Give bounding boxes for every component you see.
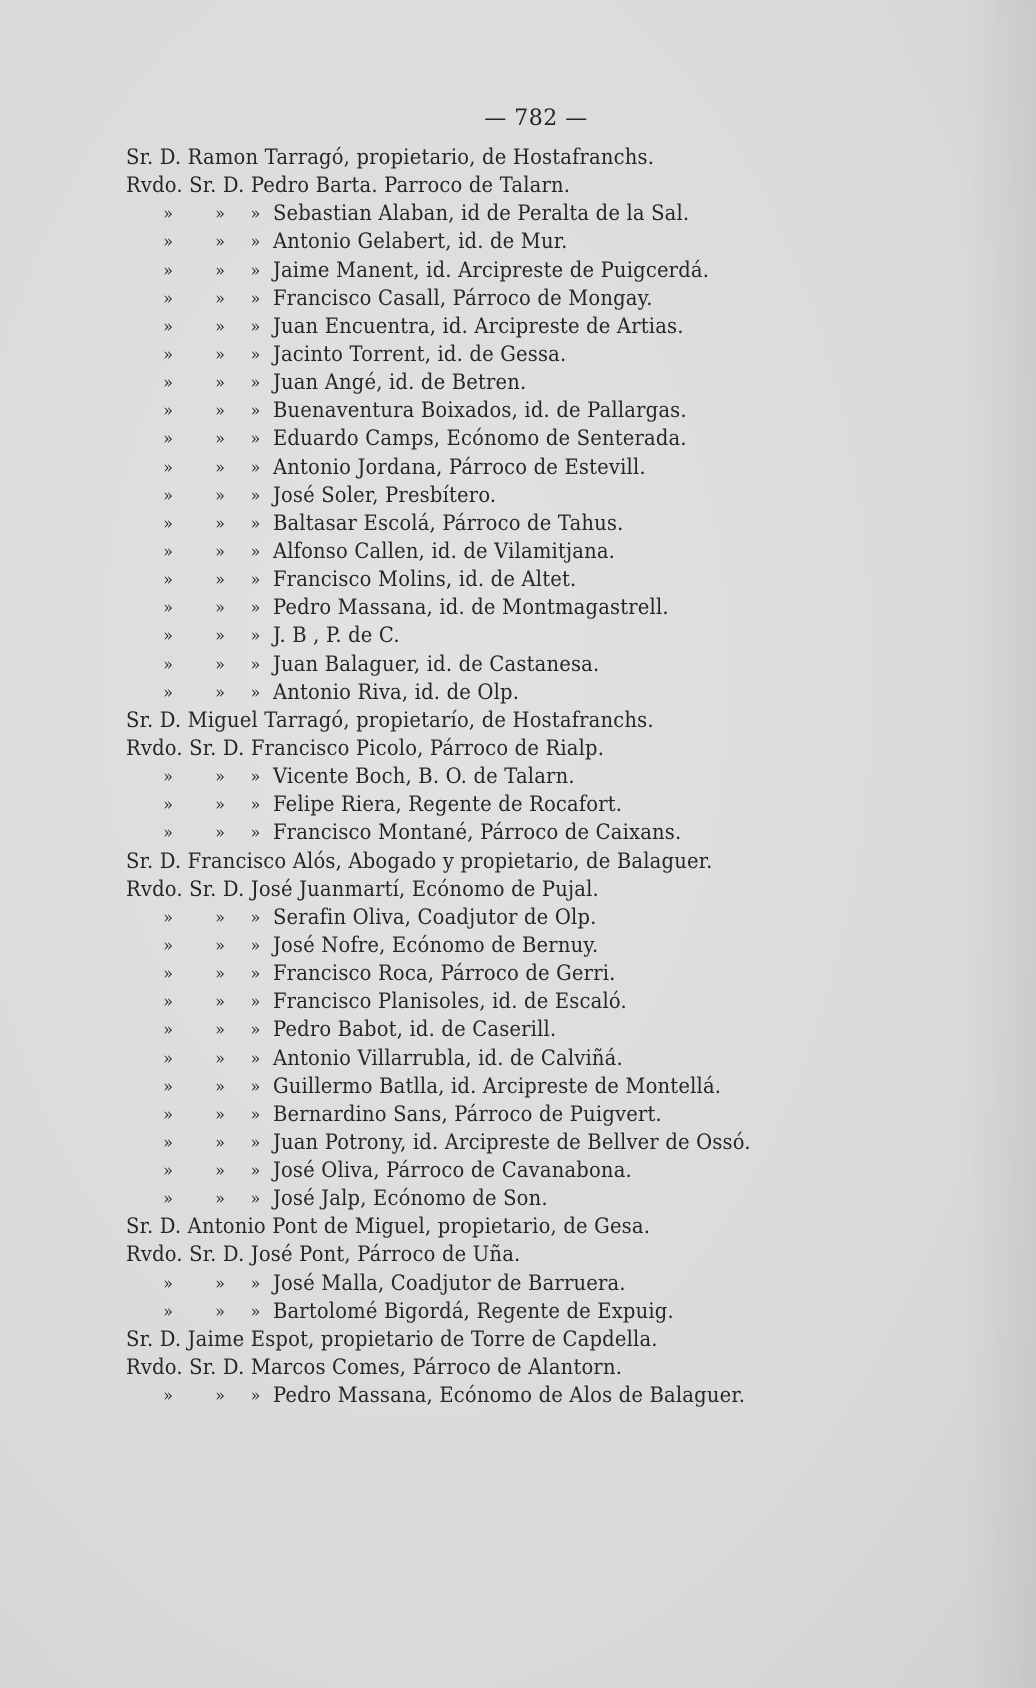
entry-text: Bartolomé Bigordá, Regente de Expuig. — [272, 1298, 674, 1323]
ditto-mark: » — [163, 316, 174, 337]
ditto-mark: » — [215, 1020, 226, 1041]
list-item-ditto — [126, 340, 889, 368]
list-item-ditto — [126, 256, 889, 284]
ditto-mark: » — [163, 288, 174, 309]
page-number: — 782 — — [484, 106, 588, 131]
list-item-ditto — [126, 1156, 889, 1184]
entry-text: Bernardino Sans, Párroco de Puigvert. — [272, 1101, 662, 1126]
ditto-mark: » — [215, 316, 226, 337]
ditto-mark: » — [215, 204, 226, 225]
entry-text: Antonio Riva, id. de Olp. — [272, 679, 520, 704]
entry-text: Sr. D. Miguel Tarragó, propietarío, de Hostafranchs. — [126, 707, 654, 732]
entry-text: Pedro Babot, id. de Caserill. — [272, 1017, 557, 1042]
list-item-ditto — [126, 284, 889, 312]
ditto-mark: » — [250, 1132, 261, 1153]
ditto-mark: » — [250, 1273, 261, 1294]
list-item-ditto — [126, 593, 889, 621]
list-item-ditto — [126, 1381, 889, 1409]
ditto-mark: » — [163, 260, 174, 281]
ditto-mark: » — [163, 598, 174, 619]
ditto-mark: » — [163, 232, 174, 253]
entry-text: Juan Balaguer, id. de Castanesa. — [272, 651, 600, 676]
ditto-mark: » — [215, 1048, 226, 1069]
ditto-mark: » — [250, 823, 261, 844]
entry-text: José Jalp, Ecónomo de Son. — [272, 1186, 548, 1211]
ditto-mark: » — [215, 232, 226, 253]
entry-text: Juan Angé, id. de Betren. — [272, 370, 527, 395]
list-item-ditto — [126, 1015, 889, 1043]
ditto-mark: » — [163, 1189, 174, 1210]
ditto-mark: » — [215, 626, 226, 647]
ditto-mark: » — [250, 1020, 261, 1041]
ditto-mark: » — [163, 485, 174, 506]
ditto-mark: » — [250, 344, 261, 365]
ditto-mark: » — [163, 1273, 174, 1294]
ditto-mark: » — [163, 823, 174, 844]
ditto-mark: » — [215, 823, 226, 844]
ditto-mark: » — [163, 935, 174, 956]
ditto-mark: » — [163, 513, 174, 534]
entry-text: Rvdo. Sr. D. Francisco Picolo, Párroco de Rialp. — [126, 735, 605, 760]
ditto-mark: » — [163, 1386, 174, 1407]
ditto-mark: » — [250, 485, 261, 506]
ditto-mark: » — [215, 992, 226, 1013]
list-item-ditto — [126, 1269, 889, 1297]
entry-text: Sr. D. Francisco Alós, Abogado y propietario, de Balaguer. — [126, 848, 713, 873]
list-item-heading — [126, 734, 889, 762]
ditto-mark: » — [250, 541, 261, 562]
entry-text: Jaime Manent, id. Arcipreste de Puigcerdá. — [272, 257, 710, 282]
ditto-mark: » — [215, 260, 226, 281]
list-item-ditto — [126, 1044, 889, 1072]
ditto-mark: » — [215, 513, 226, 534]
list-item-heading — [126, 875, 889, 903]
ditto-mark: » — [215, 767, 226, 788]
entry-text: Jacinto Torrent, id. de Gessa. — [272, 341, 567, 366]
ditto-mark: » — [250, 570, 261, 591]
entry-text: Sebastian Alaban, id de Peralta de la Sal. — [272, 201, 690, 226]
list-item-ditto — [126, 481, 889, 509]
ditto-mark: » — [163, 964, 174, 985]
entry-text: Baltasar Escolá, Párroco de Tahus. — [272, 510, 624, 535]
ditto-mark: » — [215, 344, 226, 365]
ditto-mark: » — [163, 373, 174, 394]
ditto-mark: » — [163, 1020, 174, 1041]
entry-text: Francisco Molins, id. de Altet. — [272, 567, 577, 592]
list-item-ditto — [126, 678, 889, 706]
ditto-mark: » — [215, 541, 226, 562]
list-item-ditto — [126, 790, 889, 818]
ditto-mark: » — [250, 935, 261, 956]
ditto-mark: » — [163, 654, 174, 675]
entry-text: Francisco Montané, Párroco de Caixans. — [272, 820, 682, 845]
ditto-mark: » — [215, 964, 226, 985]
ditto-mark: » — [215, 570, 226, 591]
ditto-mark: » — [163, 1076, 174, 1097]
list-item-ditto — [126, 931, 889, 959]
list-item-ditto — [126, 368, 889, 396]
entry-text: Rvdo. Sr. D. José Pont, Párroco de Uña. — [126, 1242, 521, 1267]
ditto-mark: » — [250, 429, 261, 450]
ditto-mark: » — [250, 907, 261, 928]
entry-text: José Oliva, Párroco de Cavanabona. — [272, 1158, 632, 1183]
entry-text: Juan Potrony, id. Arcipreste de Bellver de Ossó. — [272, 1129, 751, 1154]
ditto-mark: » — [215, 682, 226, 703]
ditto-mark: » — [215, 935, 226, 956]
ditto-mark: » — [250, 1386, 261, 1407]
entry-text: José Nofre, Ecónomo de Bernuy. — [272, 932, 599, 957]
ditto-mark: » — [163, 401, 174, 422]
list-item-heading — [126, 1353, 889, 1381]
ditto-mark: » — [163, 204, 174, 225]
ditto-mark: » — [163, 344, 174, 365]
ditto-mark: » — [250, 288, 261, 309]
ditto-mark: » — [250, 232, 261, 253]
entry-text: J. B , P. de C. — [272, 623, 400, 648]
entry-text: Antonio Jordana, Párroco de Estevill. — [272, 454, 646, 479]
entry-text: Sr. D. Antonio Pont de Miguel, propietario, de Gesa. — [126, 1214, 651, 1239]
ditto-mark: » — [215, 598, 226, 619]
entry-text: Francisco Casall, Párroco de Mongay. — [272, 285, 653, 310]
ditto-mark: » — [250, 373, 261, 394]
list-item-ditto — [126, 903, 889, 931]
list-item-ditto — [126, 565, 889, 593]
ditto-mark: » — [250, 767, 261, 788]
ditto-mark: » — [163, 541, 174, 562]
entry-text: Francisco Roca, Párroco de Gerri. — [272, 961, 616, 986]
list-item-ditto — [126, 227, 889, 255]
list-item-ditto — [126, 537, 889, 565]
ditto-mark: » — [250, 1161, 261, 1182]
entry-text: Antonio Gelabert, id. de Mur. — [272, 229, 568, 254]
ditto-mark: » — [250, 204, 261, 225]
entry-text: Buenaventura Boixados, id. de Pallargas. — [272, 398, 687, 423]
list-item-ditto — [126, 1297, 889, 1325]
list-item-ditto — [126, 453, 889, 481]
list-item-ditto — [126, 424, 889, 452]
ditto-mark: » — [250, 1048, 261, 1069]
entry-text: Felipe Riera, Regente de Rocafort. — [272, 792, 623, 817]
list-item-ditto — [126, 762, 889, 790]
list-item-heading — [126, 171, 889, 199]
ditto-mark: » — [163, 626, 174, 647]
ditto-mark: » — [215, 1132, 226, 1153]
list-item-ditto — [126, 312, 889, 340]
list-item-heading — [126, 1240, 889, 1268]
list-item-ditto — [126, 396, 889, 424]
entry-text: Guillermo Batlla, id. Arcipreste de Montellá. — [272, 1073, 722, 1098]
ditto-mark: » — [163, 767, 174, 788]
list-item-ditto — [126, 509, 889, 537]
ditto-mark: » — [163, 1161, 174, 1182]
list-item-ditto — [126, 199, 889, 227]
ditto-mark: » — [250, 1189, 261, 1210]
list-item-ditto — [126, 818, 889, 846]
ditto-mark: » — [163, 1048, 174, 1069]
ditto-mark: » — [215, 1104, 226, 1125]
ditto-mark: » — [250, 1104, 261, 1125]
entry-text: Rvdo. Sr. D. Marcos Comes, Párroco de Alantorn. — [126, 1355, 623, 1380]
ditto-mark: » — [250, 260, 261, 281]
ditto-mark: » — [215, 1076, 226, 1097]
ditto-mark: » — [215, 288, 226, 309]
ditto-mark: » — [215, 1273, 226, 1294]
ditto-mark: » — [250, 598, 261, 619]
list-item-ditto — [126, 1128, 889, 1156]
ditto-mark: » — [163, 1301, 174, 1322]
entry-text: Rvdo. Sr. D. Pedro Barta. Parroco de Talarn. — [126, 173, 571, 198]
entry-text: Pedro Massana, id. de Montmagastrell. — [272, 595, 669, 620]
entry-text: Serafin Oliva, Coadjutor de Olp. — [272, 904, 597, 929]
ditto-mark: » — [250, 1301, 261, 1322]
ditto-mark: » — [163, 1132, 174, 1153]
entry-text: Sr. D. Ramon Tarragó, propietario, de Hostafranchs. — [126, 145, 655, 169]
entry-text: Juan Encuentra, id. Arcipreste de Artias. — [272, 313, 684, 338]
ditto-mark: » — [250, 316, 261, 337]
list-item-ditto — [126, 1184, 889, 1212]
ditto-mark: » — [250, 654, 261, 675]
subscriber-list — [126, 143, 946, 1409]
list-item-ditto — [126, 621, 889, 649]
ditto-mark: » — [250, 457, 261, 478]
ditto-mark: » — [250, 513, 261, 534]
list-item-ditto — [126, 959, 889, 987]
list-item-heading — [126, 143, 889, 171]
ditto-mark: » — [163, 992, 174, 1013]
list-item-heading — [126, 1325, 889, 1353]
ditto-mark: » — [250, 964, 261, 985]
entry-text: Pedro Massana, Ecónomo de Alos de Balaguer. — [272, 1383, 746, 1408]
ditto-mark: » — [250, 795, 261, 816]
entry-text: José Malla, Coadjutor de Barruera. — [272, 1270, 626, 1295]
ditto-mark: » — [163, 795, 174, 816]
ditto-mark: » — [215, 1161, 226, 1182]
ditto-mark: » — [215, 485, 226, 506]
ditto-mark: » — [250, 682, 261, 703]
entry-text: Vicente Boch, B. O. de Talarn. — [272, 764, 575, 789]
list-item-ditto — [126, 650, 889, 678]
ditto-mark: » — [215, 795, 226, 816]
ditto-mark: » — [215, 1301, 226, 1322]
ditto-mark: » — [215, 907, 226, 928]
ditto-mark: » — [215, 401, 226, 422]
list-item-heading — [126, 706, 889, 734]
list-item-ditto — [126, 987, 889, 1015]
ditto-mark: » — [215, 654, 226, 675]
ditto-mark: » — [163, 682, 174, 703]
ditto-mark: » — [215, 373, 226, 394]
ditto-mark: » — [250, 992, 261, 1013]
ditto-mark: » — [215, 429, 226, 450]
ditto-mark: » — [163, 457, 174, 478]
ditto-mark: » — [163, 1104, 174, 1125]
list-item-heading — [126, 847, 889, 875]
list-item-ditto — [126, 1072, 889, 1100]
list-item-heading — [126, 1212, 889, 1240]
ditto-mark: » — [163, 907, 174, 928]
ditto-mark: » — [215, 457, 226, 478]
entry-text: Francisco Planisoles, id. de Escaló. — [272, 989, 627, 1014]
ditto-mark: » — [163, 429, 174, 450]
entry-text: Rvdo. Sr. D. José Juanmartí, Ecónomo de Pujal. — [126, 876, 599, 901]
ditto-mark: » — [250, 401, 261, 422]
ditto-mark: » — [163, 570, 174, 591]
entry-text: Eduardo Camps, Ecónomo de Senterada. — [272, 426, 687, 451]
ditto-mark: » — [215, 1386, 226, 1407]
ditto-mark: » — [250, 626, 261, 647]
entry-text: José Soler, Presbítero. — [272, 482, 497, 507]
entry-text: Sr. D. Jaime Espot, propietario de Torre de Capdella. — [126, 1326, 658, 1351]
list-item-ditto — [126, 1100, 889, 1128]
entry-text: Antonio Villarrubla, id. de Calviñá. — [272, 1045, 623, 1070]
ditto-mark: » — [215, 1189, 226, 1210]
ditto-mark: » — [250, 1076, 261, 1097]
entry-text: Alfonso Callen, id. de Vilamitjana. — [272, 538, 616, 563]
